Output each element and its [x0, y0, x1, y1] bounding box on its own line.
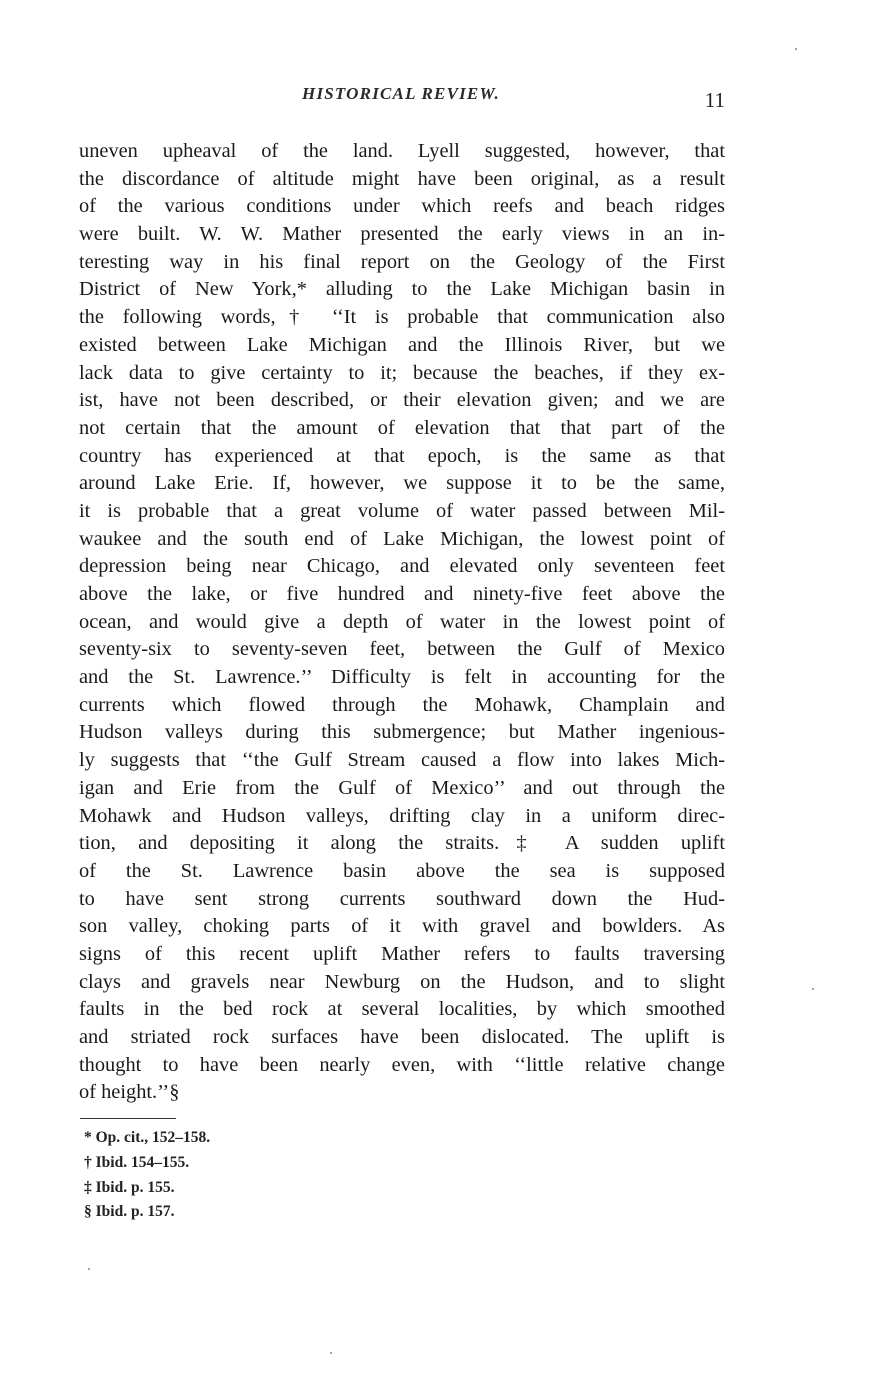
- text-line: country has experienced at that epoch, is the same as that: [79, 444, 725, 467]
- footnote: § Ibid. p. 157.: [84, 1203, 175, 1221]
- text-line: of the St. Lawrence basin above the sea is supposed: [79, 859, 725, 882]
- text-line: were built. W. W. Mather presented the early views in an in-: [79, 223, 725, 246]
- text-line: faults in the bed rock at several localities, by which smoothed: [79, 998, 725, 1021]
- running-head: HISTORICAL REVIEW.: [302, 84, 500, 103]
- text-line: and the St. Lawrence.’’ Difficulty is felt in accounting for the: [79, 666, 725, 689]
- footnotes: [84, 1126, 210, 1225]
- text-line: currents which flowed through the Mohawk, Champlain and: [79, 693, 725, 716]
- text-line: depression being near Chicago, and elevated only seventeen feet: [79, 555, 725, 578]
- text-line: above the lake, or five hundred and ninety-five feet above the: [79, 583, 725, 605]
- paper-speck: [795, 48, 797, 50]
- paper-speck: [88, 1268, 90, 1270]
- text-line: lack data to give certainty to it; because the beaches, if they ex-: [79, 361, 725, 384]
- text-line: Mohawk and Hudson valleys, drifting clay in a uniform direc-: [79, 804, 725, 827]
- page-number: 11: [704, 88, 725, 112]
- text-line: signs of this recent uplift Mather refers to faults traversing: [79, 942, 725, 965]
- text-line: ly suggests that ‘‘the Gulf Stream caused a flow into lakes Mich-: [79, 749, 725, 772]
- footnote-rule: [80, 1118, 176, 1119]
- text-line: clays and gravels near Newburg on the Hudson, and to slight: [79, 970, 725, 993]
- footnote: † Ibid. 154–155.: [84, 1153, 190, 1171]
- text-line: to have sent strong currents southward down the Hud-: [79, 887, 725, 910]
- footnote: ‡ Ibid. p. 155.: [84, 1178, 175, 1196]
- text-line: teresting way in his final report on the Geology of the First: [79, 250, 725, 273]
- text-line: it is probable that a great volume of water passed between Mil-: [79, 499, 725, 522]
- footnote: * Op. cit., 152–158.: [84, 1129, 211, 1146]
- text-line: waukee and the south end of Lake Michigan, the lowest point of: [79, 527, 725, 550]
- text-line: the following words,† ‘‘It is probable that communication also: [79, 306, 725, 329]
- text-line: the discordance of altitude might have been original, as a result: [79, 167, 725, 190]
- text-line: ocean, and would give a depth of water in the lowest point of: [79, 610, 725, 633]
- paper-speck: [330, 1352, 332, 1354]
- text-line: tion, and depositing it along the straits.‡ A sudden uplift: [79, 832, 725, 855]
- text-line: igan and Erie from the Gulf of Mexico’’ and out through the: [79, 776, 725, 799]
- paper-speck: [812, 988, 814, 990]
- text-line: uneven upheaval of the land. Lyell suggested, however, that: [79, 140, 725, 162]
- text-line: and striated rock surfaces have been dislocated. The uplift is: [79, 1026, 725, 1048]
- text-line: District of New York,* alluding to the Lake Michigan basin in: [79, 278, 725, 301]
- text-line: not certain that the amount of elevation that that part of the: [79, 416, 725, 439]
- text-line: of height.’’§: [79, 1081, 180, 1104]
- text-line: thought to have been nearly even, with ‘‘little relative change: [79, 1053, 725, 1076]
- text-line: around Lake Erie. If, however, we suppose it to be the same,: [79, 472, 725, 495]
- text-line: seventy-six to seventy-seven feet, between the Gulf of Mexico: [79, 638, 725, 661]
- text-line: of the various conditions under which reefs and beach ridges: [79, 195, 725, 218]
- text-line: ist, have not been described, or their elevation given; and we are: [79, 389, 725, 412]
- text-line: Hudson valleys during this submergence; but Mather ingenious-: [79, 721, 725, 744]
- text-line: existed between Lake Michigan and the Illinois River, but we: [79, 333, 725, 356]
- text-line: son valley, choking parts of it with gravel and bowlders. As: [79, 915, 725, 938]
- body-text: [79, 138, 725, 1107]
